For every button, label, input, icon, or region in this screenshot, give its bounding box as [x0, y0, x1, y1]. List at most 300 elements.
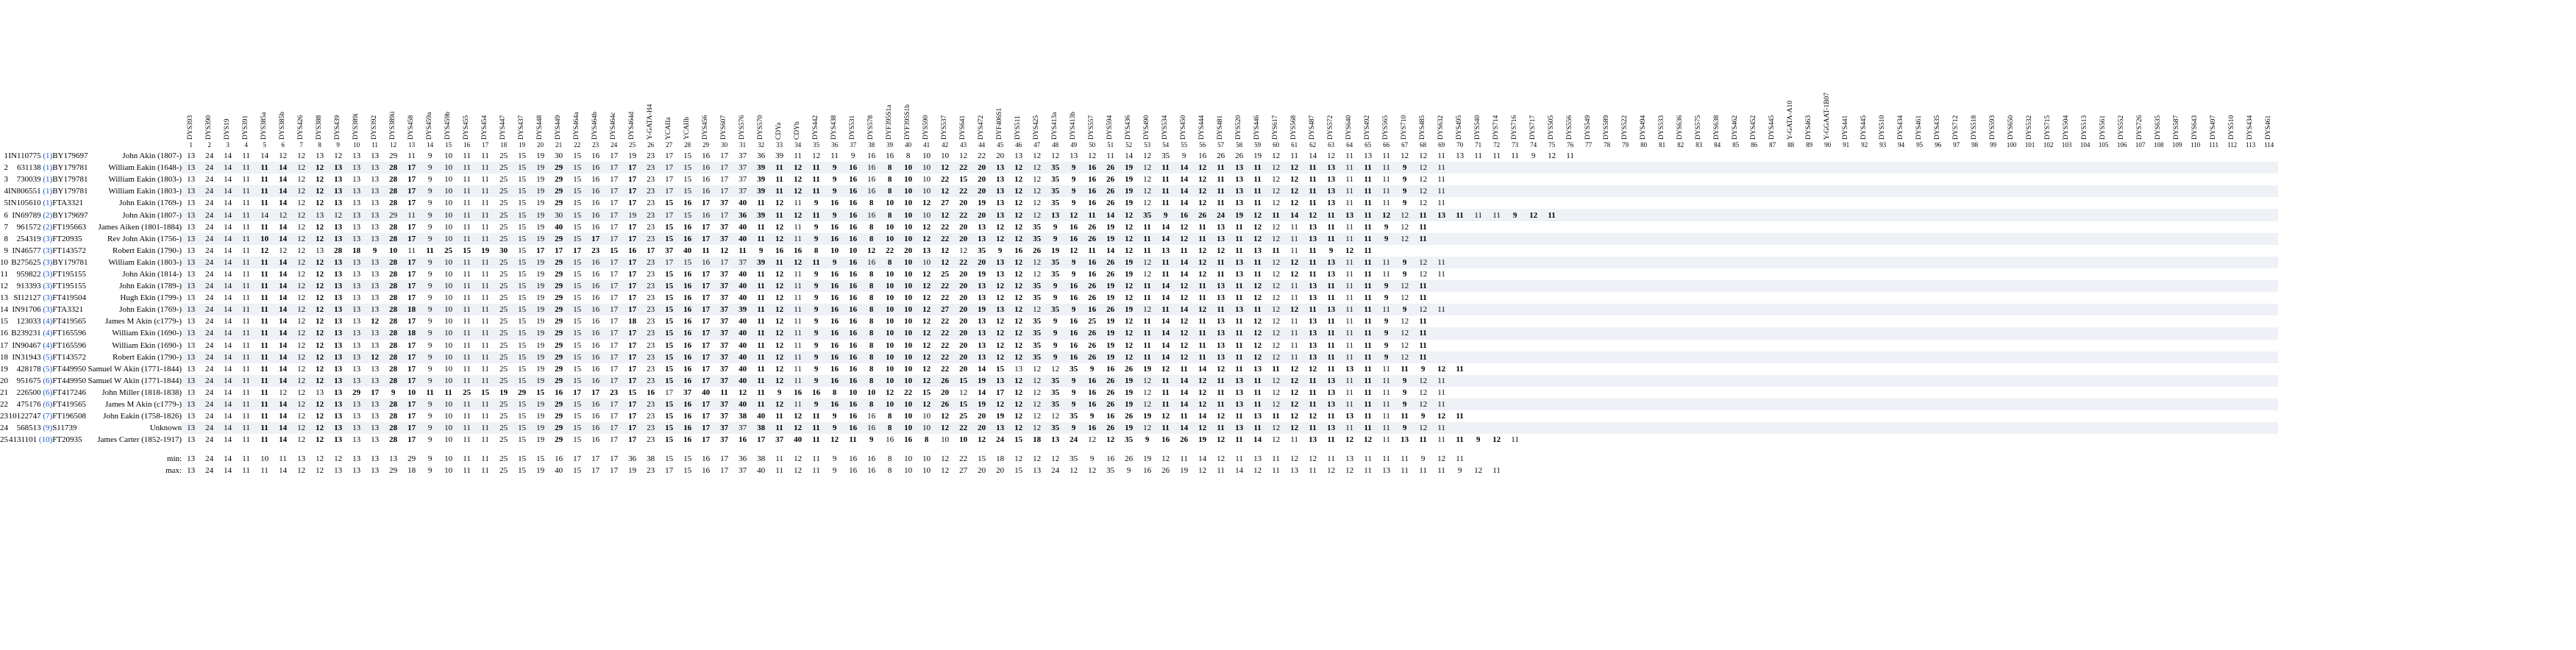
marker-value-cell: 11 — [1359, 245, 1377, 257]
marker-value-cell: 12 — [310, 315, 329, 327]
table-row[interactable] — [0, 268, 2278, 280]
marker-value-cell — [1984, 304, 2002, 315]
marker-value-cell: 19 — [1101, 340, 1120, 351]
marker-label: DYS636 — [1676, 115, 1684, 140]
marker-value-cell — [2113, 387, 2131, 399]
marker-value-cell: 35 — [1028, 280, 1046, 292]
marker-value-cell — [2205, 340, 2223, 351]
marker-value-cell: 12 — [789, 410, 807, 422]
kit-number[interactable] — [8, 410, 52, 422]
kit-number[interactable] — [8, 434, 52, 446]
marker-value-cell: 11 — [458, 257, 476, 268]
marker-value-cell: 13 — [366, 304, 384, 315]
marker-value-cell: 15 — [660, 221, 678, 233]
table-row[interactable] — [0, 387, 2278, 399]
marker-label: DYS576 — [738, 115, 746, 140]
column-index-cell: 16 — [463, 141, 471, 149]
marker-value-cell — [2076, 280, 2094, 292]
marker-value-cell: 12 — [292, 434, 310, 446]
marker-value-cell: 35 — [1028, 351, 1046, 363]
marker-value-cell — [2002, 363, 2021, 375]
stats-value-cell: 17 — [715, 465, 733, 476]
marker-value-cell: 12 — [310, 304, 329, 315]
marker-value-cell: 12 — [1414, 185, 1432, 197]
marker-value-cell: 12 — [917, 315, 936, 327]
kit-number[interactable] — [8, 185, 52, 197]
kit-number[interactable] — [8, 304, 52, 315]
marker-value-cell: 11 — [476, 327, 494, 339]
table-row[interactable] — [0, 185, 2278, 197]
marker-value-cell: 9 — [825, 174, 844, 185]
marker-value-cell: 12 — [1028, 197, 1046, 209]
marker-value-cell: 11 — [1414, 327, 1432, 339]
table-row[interactable] — [0, 422, 2278, 434]
marker-value-cell: 16 — [1064, 233, 1083, 245]
marker-value-cell: 15 — [568, 185, 586, 197]
table-row[interactable] — [0, 197, 2278, 209]
marker-value-cell: 14 — [274, 292, 292, 304]
marker-value-cell — [1708, 209, 1726, 221]
marker-value-cell: 12 — [1211, 434, 1230, 446]
marker-value-cell: 9 — [1046, 340, 1064, 351]
marker-value-cell — [1726, 197, 1745, 209]
stats-value-cell — [1708, 465, 1726, 476]
marker-header-cell — [2241, 0, 2260, 140]
marker-value-cell — [2021, 315, 2039, 327]
marker-value-cell: 17 — [623, 280, 641, 292]
table-row[interactable] — [0, 292, 2278, 304]
marker-value-cell: 12 — [1248, 280, 1267, 292]
marker-value-cell: 12 — [917, 292, 936, 304]
kit-number[interactable] — [8, 221, 52, 233]
marker-value-cell: 13 — [329, 304, 347, 315]
marker-value-cell: 15 — [513, 162, 531, 174]
marker-value-cell: 24 — [200, 185, 218, 197]
marker-value-cell — [1800, 162, 1818, 174]
earliest-known-ancestor: John Eakin (1769-) — [119, 199, 182, 208]
marker-value-cell: 10 — [899, 174, 917, 185]
marker-value-cell: 19 — [1101, 233, 1120, 245]
marker-value-cell: 20 — [899, 245, 917, 257]
marker-value-cell — [1929, 387, 1947, 399]
column-index-cell: 44 — [978, 141, 986, 149]
table-row[interactable] — [0, 209, 2278, 221]
marker-value-cell: 17 — [402, 363, 421, 375]
column-index-cell: 80 — [1640, 141, 1648, 149]
marker-value-cell — [1469, 327, 1487, 339]
table-row[interactable] — [0, 150, 2278, 162]
marker-value-cell: 16 — [844, 315, 862, 327]
marker-value-cell: 17 — [605, 185, 623, 197]
kit-number[interactable] — [8, 363, 52, 375]
marker-value-cell: 11 — [255, 351, 274, 363]
marker-value-cell — [2223, 363, 2241, 375]
kit-number[interactable] — [8, 375, 52, 387]
marker-value-cell — [1984, 268, 2002, 280]
marker-value-cell — [1855, 280, 1874, 292]
marker-value-cell: 8 — [880, 422, 899, 434]
row-number: 9 — [4, 246, 8, 255]
marker-header-cell — [991, 0, 1009, 140]
marker-value-cell: 15 — [660, 304, 678, 315]
marker-value-cell: 11 — [476, 399, 494, 410]
kit-number[interactable] — [8, 233, 52, 245]
marker-value-cell: 24 — [200, 410, 218, 422]
marker-label: DYS640 — [1345, 115, 1353, 140]
kit-number[interactable] — [8, 257, 52, 268]
marker-value-cell — [2223, 150, 2241, 162]
marker-value-cell: 11 — [1156, 304, 1175, 315]
marker-value-cell — [2094, 340, 2113, 351]
kit-number[interactable] — [8, 174, 52, 185]
kit-number[interactable] — [8, 399, 52, 410]
stats-value-cell: 16 — [1101, 453, 1120, 465]
marker-value-cell — [1469, 410, 1487, 422]
marker-value-cell — [2039, 375, 2057, 387]
marker-value-cell: 11 — [1138, 221, 1156, 233]
marker-value-cell: 11 — [237, 422, 255, 434]
marker-value-cell: 11 — [476, 257, 494, 268]
marker-value-cell — [1965, 185, 1984, 197]
table-row[interactable] — [0, 162, 2278, 174]
marker-value-cell: 11 — [789, 315, 807, 327]
marker-value-cell — [2205, 257, 2223, 268]
marker-value-cell: 11 — [1083, 209, 1101, 221]
marker-value-cell: 17 — [605, 340, 623, 351]
stats-value-cell — [1929, 453, 1947, 465]
marker-value-cell — [1837, 422, 1855, 434]
marker-value-cell: 26 — [1083, 233, 1101, 245]
marker-value-cell — [1579, 162, 1598, 174]
marker-value-cell: 24 — [200, 268, 218, 280]
kit-number[interactable] — [8, 315, 52, 327]
row-number: 24 — [0, 424, 8, 433]
column-index-cell: 114 — [2264, 141, 2274, 149]
marker-value-cell — [1708, 375, 1726, 387]
marker-value-cell — [1984, 292, 2002, 304]
marker-value-cell: 40 — [733, 399, 752, 410]
table-row[interactable] — [0, 280, 2278, 292]
marker-value-cell: 17 — [402, 434, 421, 446]
table-row[interactable] — [0, 174, 2278, 185]
table-row[interactable] — [0, 315, 2278, 327]
marker-value-cell: 9 — [1156, 209, 1175, 221]
marker-value-cell — [1837, 375, 1855, 387]
row-number: 25 — [0, 435, 8, 445]
marker-value-cell: 13 — [366, 185, 384, 197]
marker-value-cell — [1616, 197, 1634, 209]
marker-value-cell — [1910, 434, 1929, 446]
marker-value-cell — [1506, 340, 1524, 351]
marker-value-cell — [1800, 233, 1818, 245]
marker-value-cell: 12 — [1267, 387, 1285, 399]
earliest-known-ancestor: Rev John Akin (1756-) — [107, 234, 182, 243]
stats-value-cell: 12 — [1083, 465, 1101, 476]
marker-value-cell: 17 — [605, 422, 623, 434]
marker-value-cell: 23 — [641, 351, 660, 363]
marker-value-cell: 11 — [1359, 233, 1377, 245]
stats-value-cell — [1892, 453, 1910, 465]
marker-value-cell: 11 — [1359, 304, 1377, 315]
table-row[interactable] — [0, 399, 2278, 410]
marker-value-cell: 13 — [991, 304, 1009, 315]
column-index-cell: 105 — [2098, 141, 2109, 149]
marker-value-cell: 14 — [274, 162, 292, 174]
stats-value-cell: 15 — [568, 465, 586, 476]
marker-value-cell — [2186, 399, 2205, 410]
marker-label: DYS464b — [591, 111, 599, 140]
marker-header-cell — [218, 0, 237, 140]
marker-value-cell — [1965, 422, 1984, 434]
table-row[interactable] — [0, 363, 2278, 375]
marker-value-cell — [1598, 315, 1616, 327]
marker-value-cell: 20 — [954, 280, 972, 292]
marker-value-cell — [1561, 257, 1579, 268]
stats-value-cell: 11 — [1432, 465, 1451, 476]
kit-number[interactable] — [8, 280, 52, 292]
marker-value-cell: 11 — [770, 174, 789, 185]
marker-value-cell — [1432, 292, 1451, 304]
footer-spacer — [0, 446, 2278, 453]
marker-value-cell — [1763, 315, 1782, 327]
marker-value-cell: 30 — [494, 245, 513, 257]
marker-header-cell — [1616, 0, 1634, 140]
marker-label: CDYb — [793, 121, 801, 140]
marker-value-cell: 12 — [1377, 209, 1395, 221]
marker-value-cell: 25 — [494, 327, 513, 339]
marker-value-cell: 12 — [917, 197, 936, 209]
marker-value-cell: 12 — [1009, 185, 1028, 197]
haplogroup-label: FTA3321 — [52, 305, 84, 315]
stats-value-cell: 14 — [1230, 465, 1248, 476]
haplogroup-label: FT20935 — [52, 435, 82, 445]
group-number: (1) — [40, 151, 53, 161]
marker-value-cell — [1690, 233, 1708, 245]
marker-value-cell: 16 — [844, 340, 862, 351]
marker-header-cell — [825, 0, 844, 140]
marker-value-cell — [1634, 174, 1653, 185]
marker-value-cell: 11 — [1506, 434, 1524, 446]
table-row[interactable] — [0, 351, 2278, 363]
marker-value-cell — [1561, 304, 1579, 315]
marker-label: DYS464c — [609, 112, 617, 140]
kit-id: 4131101 — [9, 435, 38, 445]
marker-value-cell — [2168, 410, 2186, 422]
kit-id: IN46577 — [12, 246, 41, 255]
marker-value-cell — [1929, 221, 1947, 233]
marker-value-cell: 13 — [310, 245, 329, 257]
marker-value-cell — [1708, 233, 1726, 245]
kit-number[interactable] — [8, 162, 52, 174]
kit-number[interactable] — [8, 197, 52, 209]
marker-header-cell — [494, 0, 513, 140]
stats-value-cell: 17 — [605, 465, 623, 476]
marker-value-cell: 19 — [1101, 280, 1120, 292]
marker-value-cell: 10 — [899, 209, 917, 221]
marker-value-cell: 11 — [752, 197, 770, 209]
marker-value-cell: 11 — [255, 304, 274, 315]
kit-number[interactable] — [8, 245, 52, 257]
marker-value-cell — [1579, 340, 1598, 351]
kit-number[interactable] — [8, 422, 52, 434]
marker-header-cell — [1322, 0, 1340, 140]
column-index-cell: 31 — [739, 141, 747, 149]
marker-value-cell: 11 — [255, 327, 274, 339]
marker-value-cell: 29 — [549, 363, 568, 375]
marker-value-cell: 15 — [660, 422, 678, 434]
marker-value-cell — [2094, 174, 2113, 185]
marker-value-cell: 19 — [1120, 257, 1138, 268]
marker-value-cell: 10 — [899, 422, 917, 434]
marker-value-cell: 12 — [1156, 410, 1175, 422]
kit-number[interactable] — [8, 209, 52, 221]
marker-value-cell: 23 — [641, 422, 660, 434]
marker-value-cell: 11 — [807, 434, 825, 446]
marker-header-cell — [182, 0, 200, 140]
stats-value-cell: 15 — [972, 453, 991, 465]
marker-value-cell: 13 — [366, 363, 384, 375]
marker-value-cell: 12 — [310, 327, 329, 339]
marker-value-cell — [1984, 327, 2002, 339]
marker-value-cell — [1782, 387, 1800, 399]
table-row[interactable] — [0, 410, 2278, 422]
marker-value-cell: 11 — [1248, 375, 1267, 387]
marker-value-cell: 17 — [605, 221, 623, 233]
marker-value-cell: 13 — [1248, 245, 1267, 257]
marker-value-cell — [1690, 280, 1708, 292]
marker-value-cell: 11 — [237, 280, 255, 292]
kit-number[interactable] — [8, 268, 52, 280]
marker-value-cell: 12 — [1175, 327, 1193, 339]
marker-value-cell — [2039, 150, 2057, 162]
group-number: (3) — [40, 293, 53, 303]
marker-value-cell: 22 — [954, 162, 972, 174]
marker-value-cell: 9 — [421, 399, 439, 410]
marker-header-cell — [2076, 0, 2094, 140]
marker-value-cell: 11 — [1451, 209, 1469, 221]
table-row[interactable] — [0, 257, 2278, 268]
marker-value-cell — [2223, 315, 2241, 327]
marker-value-cell — [2002, 221, 2021, 233]
marker-value-cell: 11 — [255, 315, 274, 327]
column-index-cell: 77 — [1585, 141, 1593, 149]
marker-value-cell: 16 — [1009, 245, 1028, 257]
marker-value-cell: 20 — [954, 340, 972, 351]
marker-value-cell: 10 — [825, 245, 844, 257]
table-row[interactable] — [0, 233, 2278, 245]
marker-value-cell: 23 — [641, 150, 660, 162]
marker-value-cell — [2076, 315, 2094, 327]
kit-number[interactable] — [8, 327, 52, 339]
stats-value-cell — [1855, 453, 1874, 465]
kit-number[interactable] — [8, 340, 52, 351]
row-number: 12 — [0, 282, 8, 291]
marker-value-cell: 28 — [384, 340, 402, 351]
marker-value-cell: 10 — [917, 174, 936, 185]
marker-value-cell: 10 — [899, 315, 917, 327]
marker-value-cell — [1451, 375, 1469, 387]
table-row[interactable] — [0, 340, 2278, 351]
stats-value-cell: 9 — [1414, 453, 1432, 465]
marker-value-cell — [2205, 174, 2223, 185]
table-row[interactable] — [0, 434, 2278, 446]
marker-value-cell: 11 — [1175, 410, 1193, 422]
stats-value-cell: 12 — [1046, 453, 1064, 465]
marker-value-cell: 12 — [936, 257, 954, 268]
marker-value-cell: 12 — [1432, 410, 1451, 422]
stats-value-cell: 9 — [825, 453, 844, 465]
haplogroup-label: FT143572 — [52, 352, 87, 362]
marker-value-cell: 16 — [825, 197, 844, 209]
marker-value-cell: 25 — [494, 280, 513, 292]
marker-value-cell: 11 — [1340, 375, 1359, 387]
marker-value-cell: 10 — [880, 197, 899, 209]
marker-value-cell: 11 — [752, 351, 770, 363]
marker-value-cell — [2260, 387, 2278, 399]
marker-value-cell — [1800, 315, 1818, 327]
kit-number[interactable] — [8, 351, 52, 363]
marker-value-cell — [1469, 340, 1487, 351]
marker-value-cell: 17 — [605, 197, 623, 209]
marker-value-cell: 28 — [384, 375, 402, 387]
marker-value-cell: 11 — [458, 221, 476, 233]
marker-value-cell: 12 — [1193, 375, 1211, 387]
marker-value-cell — [2168, 351, 2186, 363]
marker-value-cell — [1818, 292, 1837, 304]
marker-value-cell: 12 — [310, 292, 329, 304]
marker-value-cell — [1634, 292, 1653, 304]
table-row[interactable] — [0, 304, 2278, 315]
marker-value-cell: 28 — [384, 315, 402, 327]
kit-id: IN110775 — [8, 151, 41, 161]
marker-value-cell — [2057, 375, 2076, 387]
table-row[interactable] — [0, 327, 2278, 339]
table-row[interactable] — [0, 221, 2278, 233]
marker-value-cell — [1671, 304, 1690, 315]
marker-value-cell: 15 — [660, 280, 678, 292]
marker-value-cell: 9 — [421, 197, 439, 209]
marker-header-cell — [2094, 0, 2113, 140]
marker-value-cell — [1506, 387, 1524, 399]
marker-value-cell: 11 — [1340, 162, 1359, 174]
table-row[interactable] — [0, 375, 2278, 387]
stats-value-cell: 10 — [439, 465, 458, 476]
marker-value-cell — [1965, 351, 1984, 363]
kit-number[interactable] — [8, 292, 52, 304]
marker-header-cell — [366, 0, 384, 140]
marker-value-cell — [1745, 185, 1763, 197]
marker-value-cell: 16 — [586, 280, 605, 292]
marker-value-cell: 28 — [384, 292, 402, 304]
marker-value-cell: 11 — [1359, 351, 1377, 363]
marker-value-cell — [1782, 209, 1800, 221]
marker-label: DYS425 — [1032, 115, 1040, 140]
marker-value-cell — [2205, 422, 2223, 434]
marker-value-cell: 14 — [1101, 209, 1120, 221]
marker-value-cell: 20 — [954, 197, 972, 209]
marker-value-cell: 12 — [1267, 268, 1285, 280]
marker-value-cell: 13 — [366, 340, 384, 351]
marker-value-cell: 13 — [347, 162, 366, 174]
kit-number[interactable] — [8, 387, 52, 399]
marker-value-cell — [1947, 221, 1965, 233]
marker-value-cell: 26 — [1120, 410, 1138, 422]
marker-value-cell: 15 — [568, 174, 586, 185]
marker-value-cell — [2241, 292, 2260, 304]
table-row[interactable] — [0, 245, 2278, 257]
kit-number[interactable] — [8, 150, 52, 162]
marker-value-cell: 16 — [678, 340, 697, 351]
